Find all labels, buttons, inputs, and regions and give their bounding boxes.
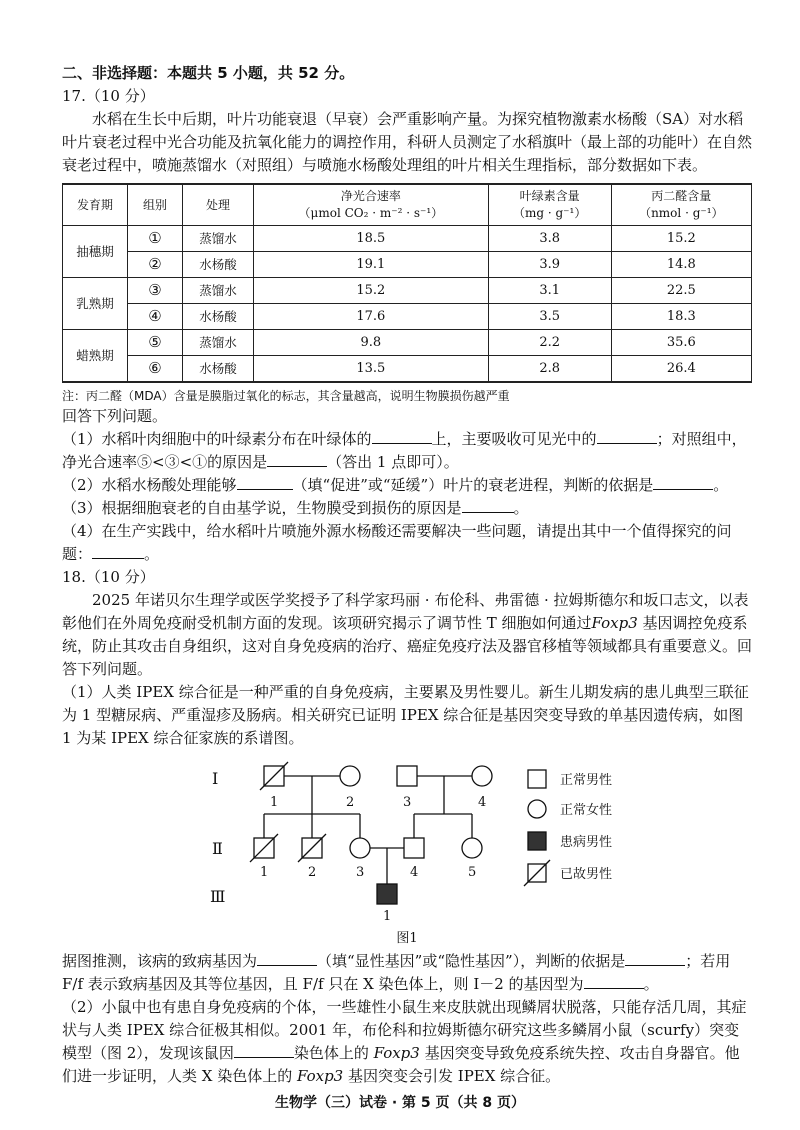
- gen1-male-3: [397, 766, 417, 786]
- stage-cell: 抽穗期: [63, 226, 128, 278]
- col-mda: 丙二醛含量 （nmol · g⁻¹）: [611, 184, 751, 226]
- stage-cell: 乳熟期: [63, 278, 128, 330]
- answer-blank[interactable]: [625, 950, 685, 966]
- svg-text:2: 2: [308, 865, 317, 880]
- col-stage: 发育期: [63, 184, 128, 226]
- q18-sub2: （2）小鼠中也有患自身免疫病的个体，一些雄性小鼠生来皮肤就出现鳞屑状脱落，只能存活几周，其症状与人类 IPEX 综合征极其相似。2001 年，布伦科和拉姆斯德尔研究这些多鳞屑小鼠（scurfy）突变模型（图 2），发现该鼠因 染色体上的 Foxp3 基因突变导致免疫系统失控、攻击自身器官。他们进一步证明，人类 X 染色体上的 Foxp3 基因突变会引发 IPEX 综合征。: [62, 998, 747, 1085]
- answer-blank[interactable]: [597, 428, 657, 444]
- legend-affected-male-icon: [528, 832, 546, 850]
- table-note: 注：丙二醛（MDA）含量是膜脂过氧化的标志，其含量越高，说明生物膜损伤越严重: [62, 389, 510, 403]
- gen2-male-4: [404, 838, 424, 858]
- answer-blank[interactable]: [584, 973, 644, 989]
- q18-sub1: （1）人类 IPEX 综合征是一种严重的自身免疫病，主要累及男性婴儿。新生儿期发病的患儿典型三联征为 1 型糖尿病、严重湿疹及肠病。相关研究已证明 IPEX 综合征是基因突变导致的单基因遗传病，如图 1 为某 IPEX 综合征家族的系谱图。: [62, 683, 749, 747]
- q17-header: 17.（10 分）: [62, 87, 155, 105]
- svg-text:2: 2: [346, 795, 355, 810]
- legend-normal-male-icon: [528, 770, 546, 788]
- q18-sub1-question: 据图推测，该病的致病基因为 （填“显性基因”或“隐性基因”），判断的依据是 ；若用 F/f 表示致病基因及其等位基因，且 F/f 只在 X 染色体上，则 Ⅰ－2 的基因型为 。: [62, 952, 731, 993]
- q17-sub3: （3）根据细胞衰老的自由基学说，生物膜受到损伤的原因是 。: [62, 499, 529, 517]
- pedigree-chart: [62, 754, 752, 930]
- legend-normal-female-icon: [528, 800, 546, 818]
- gen3-affected-male-1: [377, 884, 397, 904]
- answer-blank[interactable]: [462, 497, 514, 513]
- answer-blank[interactable]: [257, 950, 317, 966]
- svg-text:1: 1: [383, 909, 392, 924]
- svg-text:已故男性: 已故男性: [560, 867, 613, 882]
- stage-cell: 蜡熟期: [63, 330, 128, 383]
- section-title: 二、非选择题：本题共 5 小题，共 52 分。: [62, 64, 355, 82]
- q17-prompt: 回答下列问题。: [62, 407, 168, 425]
- svg-text:3: 3: [403, 795, 412, 810]
- q17-sub1: （1）水稻叶肉细胞中的叶绿素分布在叶绿体的 上，主要吸收可见光中的 ；对照组中，净光合速率⑤<③<①的原因是 （答出 1 点即可）。: [62, 430, 747, 471]
- svg-text:3: 3: [356, 865, 365, 880]
- gen-label-3: Ⅲ: [210, 887, 226, 906]
- gen-label-1: Ⅰ: [212, 769, 219, 788]
- table-row: 乳熟期 ③ 蒸馏水 15.2 3.1 22.5: [63, 278, 752, 304]
- gen1-female-4: [472, 766, 492, 786]
- answer-blank[interactable]: [372, 428, 432, 444]
- q18-intro: 2025 年诺贝尔生理学或医学奖授予了科学家玛丽 · 布伦科、弗雷德 · 拉姆斯德尔和坂口志文，以表彰他们在外周免疫耐受机制方面的发现。该项研究揭示了调节性 T 细胞如何通过Foxp3 基因调控免疫系统，防止其攻击自身组织，这对自身免疫病的治疗、癌症免疫疗法及器官移植等领域都具有重要意义。回答下列问题。: [62, 591, 753, 678]
- q17-sub4: （4）在生产实践中，给水稻叶片喷施外源水杨酸还需要解决一些问题，请提出其中一个值得探究的问题： 。: [62, 522, 732, 563]
- q17-sub2: （2）水稻水杨酸处理能够 （填“促进”或“延缓”）叶片的衰老进程，判断的依据是 。: [62, 476, 729, 494]
- q17-intro: 水稻在生长中后期，叶片功能衰退（早衰）会严重影响产量。为探究植物激素水杨酸（SA）对水稻叶片衰老过程中光合功能及抗氧化能力的调控作用，科研人员测定了水稻旗叶（最上部的功能叶）在自然衰老过程中，喷施蒸馏水（对照组）与喷施水杨酸处理组的叶片相关生理指标，部分数据如下表。: [62, 110, 753, 174]
- gen2-female-5: [462, 838, 482, 858]
- table-header-row: [63, 184, 752, 226]
- svg-text:4: 4: [410, 865, 419, 880]
- col-treatment: 处理: [183, 184, 254, 226]
- table-row: ② 水杨酸 19.1 3.9 14.8: [63, 252, 752, 278]
- svg-text:4: 4: [478, 795, 487, 810]
- col-photosynthesis: 净光合速率 （μmol CO₂ · m⁻² · s⁻¹）: [254, 184, 489, 226]
- answer-blank[interactable]: [237, 474, 293, 490]
- col-group: 组别: [128, 184, 183, 226]
- q18-header: 18.（10 分）: [62, 568, 155, 586]
- page-footer: 生物学（三）试卷 · 第 5 页（共 8 页）: [274, 1095, 526, 1111]
- answer-blank[interactable]: [234, 1042, 294, 1058]
- gen-label-2: Ⅱ: [212, 839, 223, 858]
- svg-text:1: 1: [260, 865, 269, 880]
- answer-blank[interactable]: [267, 451, 327, 467]
- answer-blank[interactable]: [92, 543, 144, 559]
- gen1-female-2: [340, 766, 360, 786]
- pedigree-svg: [62, 754, 752, 930]
- table-row: ④ 水杨酸 17.6 3.5 18.3: [63, 304, 752, 330]
- table-row: ⑥ 水杨酸 13.5 2.8 26.4: [63, 356, 752, 383]
- gen2-female-3: [350, 838, 370, 858]
- svg-text:患病男性: 患病男性: [560, 835, 613, 850]
- svg-text:正常女性: 正常女性: [560, 803, 613, 818]
- svg-text:5: 5: [468, 865, 477, 880]
- col-chlorophyll: 叶绿素含量 （mg · g⁻¹）: [488, 184, 611, 226]
- svg-text:1: 1: [270, 795, 279, 810]
- answer-blank[interactable]: [653, 474, 713, 490]
- table-row: 蜡熟期 ⑤ 蒸馏水 9.8 2.2 35.6: [63, 330, 752, 356]
- q17-data-table: [62, 183, 752, 383]
- figure-caption: 图1: [396, 931, 418, 946]
- exam-page: [62, 62, 752, 1088]
- table-row: 抽穗期 ① 蒸馏水 18.5 3.8 15.2: [63, 226, 752, 252]
- svg-text:正常男性: 正常男性: [560, 773, 613, 788]
